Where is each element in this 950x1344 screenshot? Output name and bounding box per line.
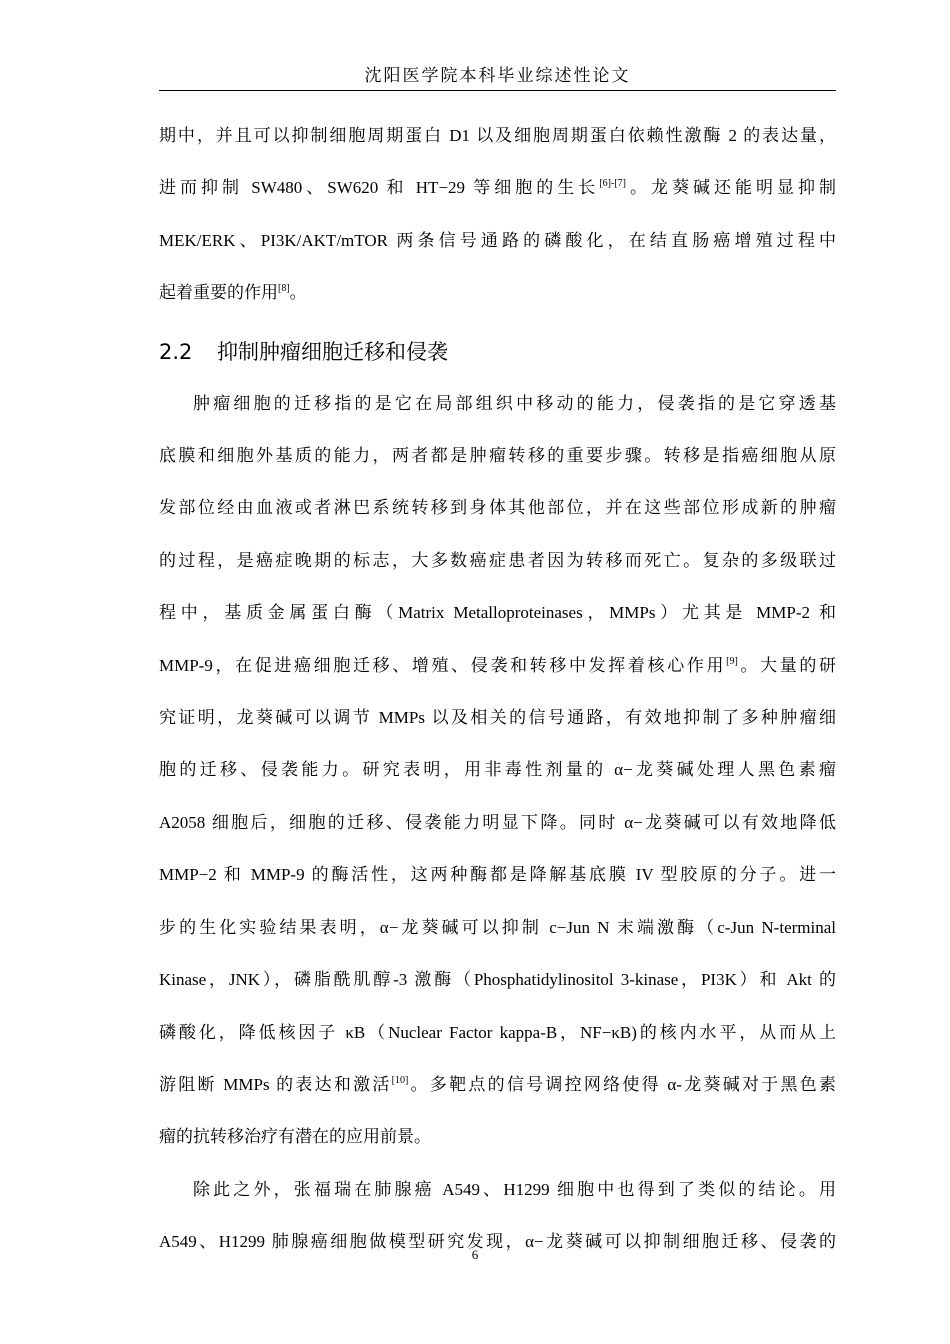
text-line: [159, 162, 836, 214]
text-line: MEK/ERK、PI3K/AKT/mTOR 两条信号通路的磷酸化，在结直肠癌增殖过程中: [159, 230, 836, 250]
page-number: 6: [471, 1247, 479, 1262]
text-line: 磷酸化，降低核因子 κB（Nuclear Factor kappa-B，NF−κB)的核内水平，从而从上: [159, 1022, 836, 1042]
text-line: 瘤的抗转移治疗有潜在的应用前景。: [159, 1127, 431, 1147]
text-line: [159, 1059, 836, 1111]
text-run: 进而抑制 SW480、SW620 和 HT−29 等细胞的生长: [159, 178, 600, 198]
text-line: 的过程，是癌症晚期的标志，大多数癌症患者因为转移而死亡。复杂的多级联过: [159, 550, 836, 570]
body-text: [159, 110, 836, 1269]
text-line: A549、H1299 肺腺癌细胞做模型研究发现，α−龙葵碱可以抑制细胞迁移、侵袭的: [159, 1232, 836, 1252]
text-run: 。龙葵碱还能明显抑制: [625, 178, 837, 198]
text-line: 期中，并且可以抑制细胞周期蛋白 D1 以及细胞周期蛋白依赖性激酶 2 的表达量，: [159, 126, 836, 145]
text-line: 步的生化实验结果表明，α−龙葵碱可以抑制 c−Jun N 末端激酶（c-Jun N-terminal: [159, 917, 836, 937]
text-line: 底膜和细胞外基质的能力，两者都是肿瘤转移的重要步骤。转移是指癌细胞从原: [159, 446, 836, 466]
text-line: MMP−2 和 MMP-9 的酶活性，这两种酶都是降解基底膜 IV 型胶原的分子。进一: [159, 865, 836, 885]
text-line: [159, 640, 836, 692]
section-number: 2.2: [159, 339, 193, 364]
citation: [6]-[7]: [599, 178, 626, 190]
paragraph-continued: [159, 110, 836, 320]
text-line: 究证明，龙葵碱可以调节 MMPs 以及相关的信号通路，有效地抑制了多种肿瘤细: [159, 708, 836, 728]
running-header: 沈阳医学院本科毕业综述性论文: [159, 62, 836, 91]
citation: [10]: [391, 1074, 409, 1086]
text-line: A2058 细胞后，细胞的迁移、侵袭能力明显下降。同时 α−龙葵碱可以有效地降低: [159, 812, 836, 832]
text-run: 起着重要的作用: [159, 283, 278, 303]
text-line: 肿瘤细胞的迁移指的是它在局部组织中移动的能力，侵袭指的是它穿透基: [193, 393, 836, 413]
section-title: 抑制肿瘤细胞迁移和侵袭: [217, 339, 448, 364]
text-run: 。: [289, 283, 307, 303]
text-run: 。多靶点的信号调控网络使得 α-龙葵碱对于黑色素: [408, 1074, 836, 1094]
section-heading: [159, 328, 836, 376]
text-line: 发部位经由血液或者淋巴系统转移到身体其他部位，并在这些部位形成新的肿瘤: [159, 498, 836, 518]
text-run: MMP-9，在促进癌细胞迁移、增殖、侵袭和转移中发挥着核心作用: [159, 655, 727, 675]
text-line: Kinase，JNK），磷脂酰肌醇-3 激酶（Phosphatidylinositol 3-kinase，PI3K）和 Akt 的: [159, 970, 836, 990]
citation: [9]: [726, 655, 738, 667]
text-line: 除此之外，张福瑞在肺腺癌 A549、H1299 细胞中也得到了类似的结论。用: [193, 1179, 836, 1199]
text-run: 游阻断 MMPs 的表达和激活: [159, 1074, 392, 1094]
text-line: [159, 267, 836, 319]
text-line: 胞的迁移、侵袭能力。研究表明，用非毒性剂量的 α−龙葵碱处理人黑色素瘤: [159, 760, 836, 780]
text-line: 程中，基质金属蛋白酶（Matrix Metalloproteinases，MMPs）尤其是 MMP-2 和: [159, 603, 836, 623]
paragraph-migration: [159, 378, 836, 1164]
text-run: 。大量的研: [737, 655, 836, 675]
citation: [8]: [278, 283, 290, 295]
